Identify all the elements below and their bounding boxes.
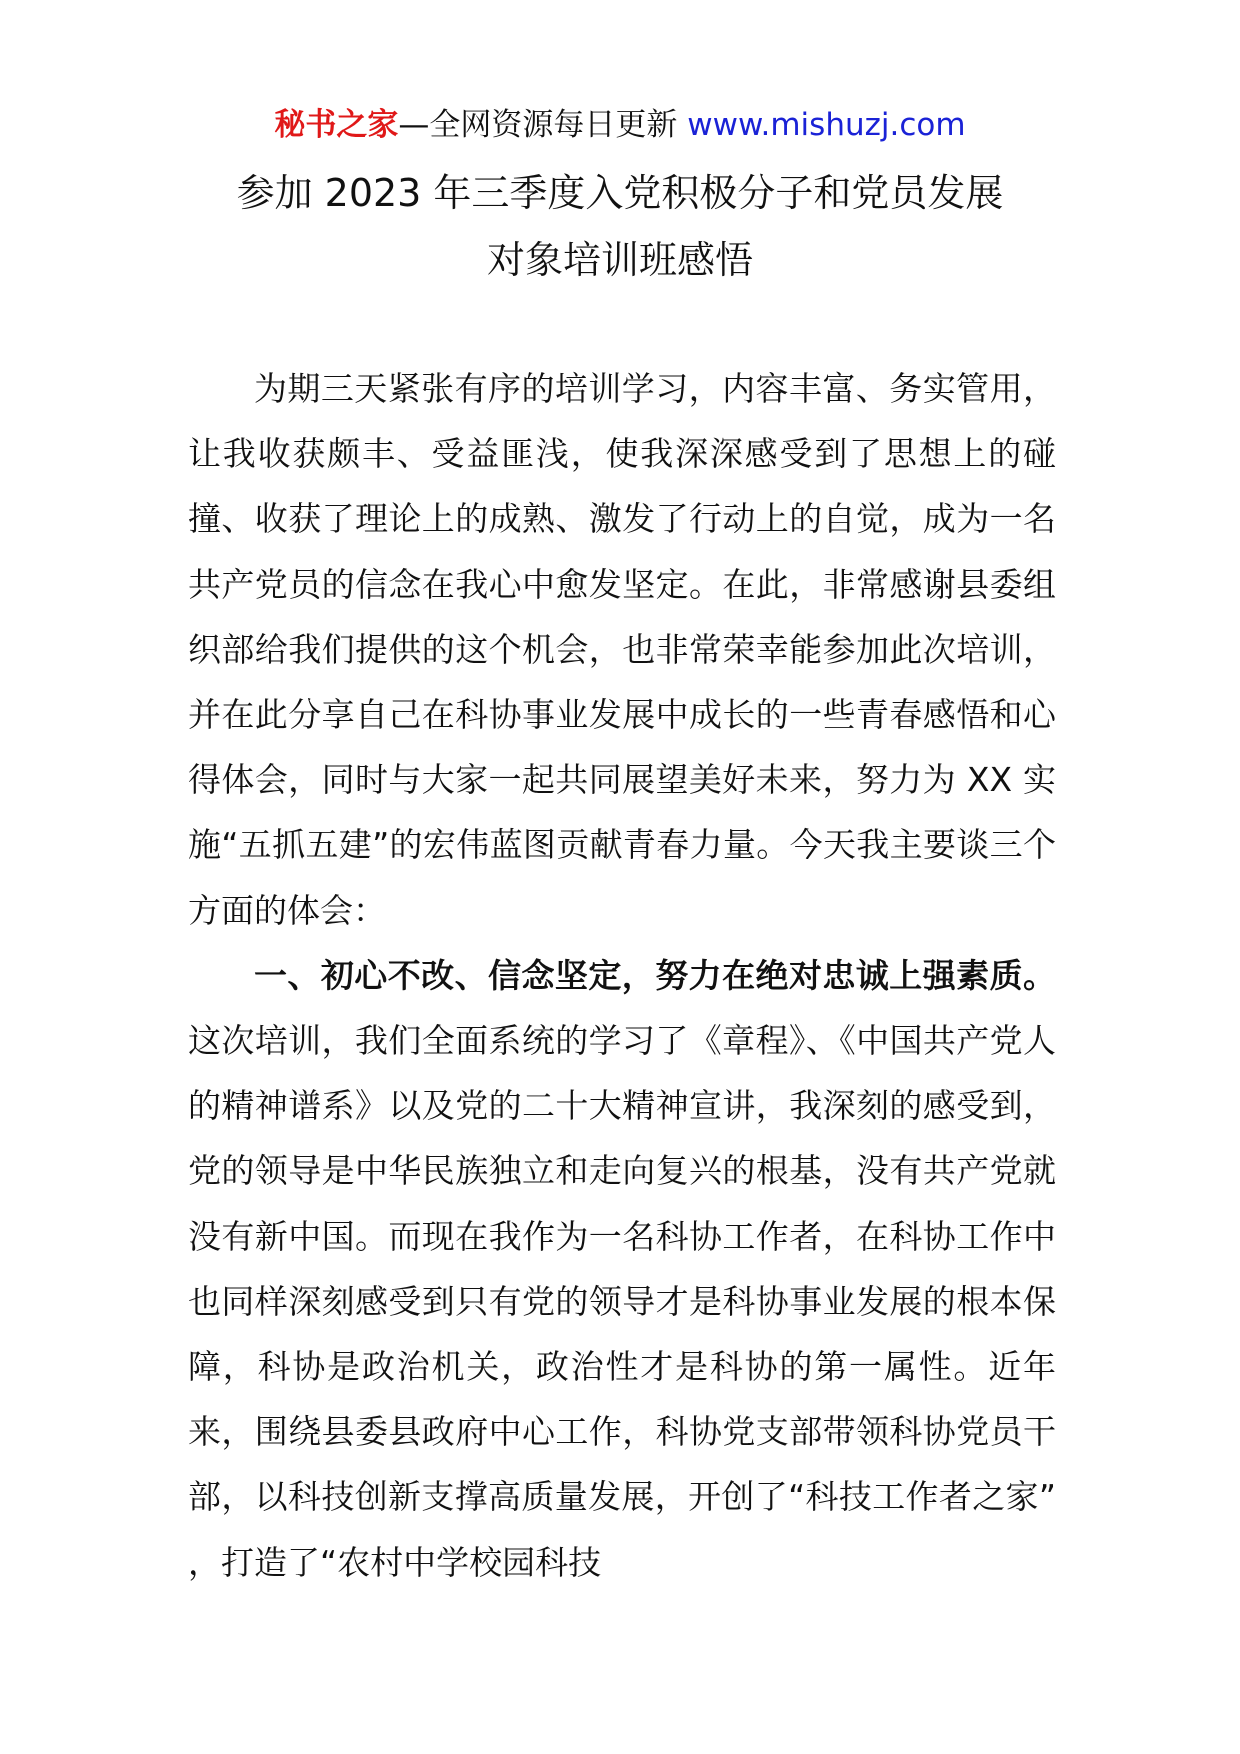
section-1-text: 这次培训，我们全面系统的学习了《章程》、《中国共产党人的精神谱系》以及党的二十大精神宣讲，我深刻的感受到，党的领导是中华民族独立和走向复兴的根基，没有共产党就没有新中国。而现在我作为一名科协工作者，在科协工作中也同样深刻感受到只有党的领导才是科协事业发展的根本保障，科协是政治机关，政治性才是科协的第一属性。近年来，围绕县委县政府中心工作，科协党支部带领科协党员干部，以科技创新支撑高质量发展，开创了“科技工作者之家” ，打造了“农村中学校园科技: [188, 1021, 1056, 1582]
paragraph-section-1: [188, 943, 1056, 1595]
document-body: [188, 356, 1056, 1595]
site-brand: 秘书之家: [274, 107, 399, 143]
document-title-line-2: 对象培训班感悟: [486, 238, 753, 282]
paragraph-intro: 为期三天紧张有序的培训学习，内容丰富、务实管用，让我收获颇丰、受益匪浅，使我深深感受到了思想上的碰撞、收获了理论上的成熟、激发了行动上的自觉，成为一名共产党员的信念在我心中愈发坚定。在此，非常感谢县委组织部给我们提供的这个机会，也非常荣幸能参加此次培训，并在此分享自己在科协事业发展中成长的一些青春感悟和心得体会，同时与大家一起共同展望美好未来，努力为 XX 实施“五抓五建”的宏伟蓝图贡献青春力量。今天我主要谈三个方面的体会：: [188, 369, 1056, 930]
site-url[interactable]: www.mishuzj.com: [687, 107, 966, 143]
document-title-line-1: 参加 2023 年三季度入党积极分子和党员发展: [236, 171, 1004, 215]
site-tagline: —全网资源每日更新: [398, 107, 688, 143]
section-1-heading: 一、初心不改、信念坚定，努力在绝对忠诚上强素质。: [254, 955, 1056, 995]
site-header: [0, 100, 1240, 150]
